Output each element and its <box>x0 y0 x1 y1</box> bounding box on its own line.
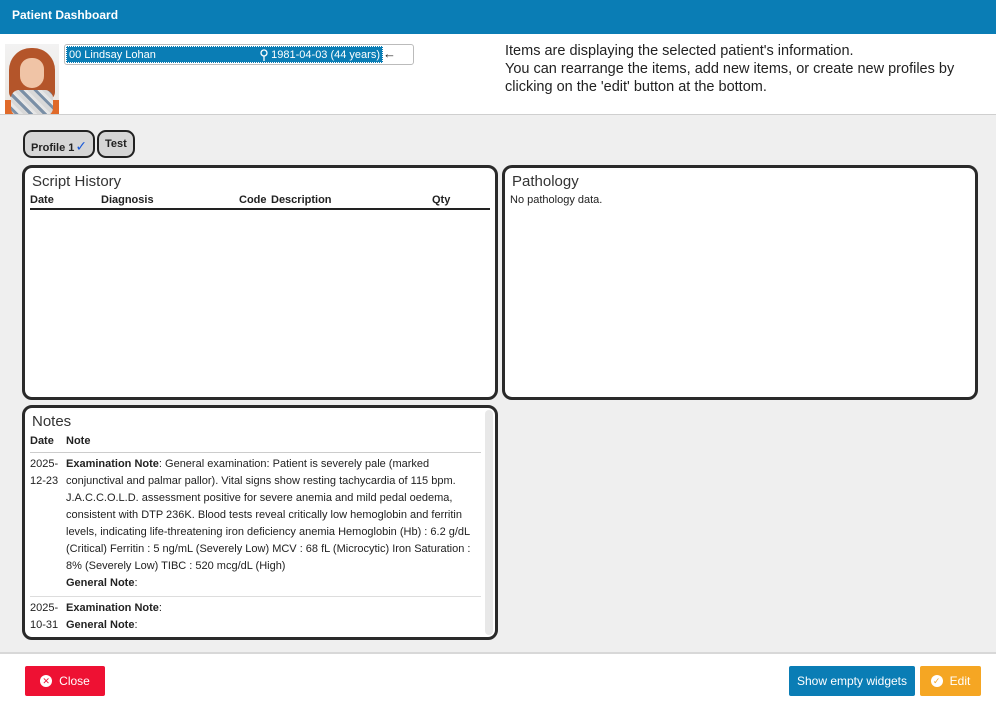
close-button[interactable] <box>25 666 105 696</box>
note-row[interactable] <box>30 453 481 597</box>
tab-profile-1-label: Profile 1 <box>31 142 75 154</box>
patient-selector[interactable] <box>64 44 414 65</box>
edit-button-label: Edit <box>949 674 971 688</box>
note-date: 2025-12-23 <box>30 458 59 487</box>
tab-test[interactable] <box>97 130 135 158</box>
note-general-label: General Note <box>66 577 135 589</box>
arrow-left-icon: ← <box>383 46 396 61</box>
app-title-bar <box>0 0 996 34</box>
app-title: Patient Dashboard <box>12 8 119 22</box>
note-exam-label: Examination Note <box>66 458 159 470</box>
info-line-2: You can rearrange the items, add new items, or create new profiles by clicking on the 'edit' button at the bottom. <box>505 61 955 95</box>
col-date: Date <box>30 194 54 206</box>
dashboard-info-text <box>505 42 985 96</box>
show-empty-widgets-label: Show empty widgets <box>796 674 908 688</box>
tab-profile-1[interactable] <box>23 130 95 158</box>
note-exam-label: Examination Note <box>66 602 159 614</box>
patient-name: 00 Lindsay Lohan <box>69 48 156 61</box>
script-history-title: Script History <box>32 173 122 190</box>
patient-header <box>0 34 996 114</box>
notes-scrollbar[interactable] <box>485 410 493 635</box>
check-circle-icon: ✓ <box>931 675 943 687</box>
col-note-date: Date <box>30 435 54 447</box>
info-line-1: Items are displaying the selected patient's information. <box>505 43 854 59</box>
script-history-widget[interactable] <box>22 165 498 400</box>
notes-title: Notes <box>32 413 72 430</box>
script-history-table <box>30 194 490 210</box>
patient-dob: 1981-04-03 (44 years) <box>271 48 380 61</box>
note-general-label: General Note <box>66 619 135 631</box>
note-date: 2025-10-31 <box>30 602 59 631</box>
show-empty-widgets-button[interactable] <box>789 666 915 696</box>
note-body <box>66 456 481 592</box>
pathology-empty-message: No pathology data. <box>510 194 603 206</box>
footer-bar <box>0 652 996 706</box>
edit-button[interactable] <box>920 666 981 696</box>
col-description: Description <box>271 194 332 206</box>
patient-selected-value[interactable] <box>66 46 383 63</box>
note-body <box>66 600 481 634</box>
tab-test-label: Test <box>105 138 127 150</box>
patient-avatar <box>5 44 59 114</box>
location-pin-icon <box>259 49 269 61</box>
col-diagnosis: Diagnosis <box>101 194 154 206</box>
note-general-text: : <box>134 619 138 631</box>
close-circle-icon: ✕ <box>40 675 52 687</box>
dashboard-area <box>0 114 996 652</box>
pathology-title: Pathology <box>512 173 579 190</box>
script-history-header <box>30 194 490 210</box>
note-general-text: : <box>134 577 138 589</box>
checkmark-icon: ✓ <box>75 138 88 154</box>
note-exam-text: : General examination: Patient is severely pale (marked conjunctival and palmar pallor). Vital signs show resting tachycardia of 115 bpm. J.A.C.C.O.L.D. assessment positive for severe anemia and mild pedal oedema, consistent with DTP 236K. Blood tests reveal critically low hemoglobin and ferritin levels, indicating life-threatening iron deficiency anemia Hemoglobin (Hb) : 6.2 g/dL (Critical) Ferritin : 5 ng/mL (Severely Low) MCV : 68 fL (Microcytic) Iron Saturation : 8% (Severely Low) TIBC : 520 mcg/dL (High) <box>66 458 471 572</box>
pathology-widget[interactable] <box>502 165 978 400</box>
note-exam-text: : <box>158 602 162 614</box>
col-code: Code <box>239 194 267 206</box>
notes-widget[interactable] <box>22 405 498 640</box>
close-button-label: Close <box>59 674 90 688</box>
note-row[interactable] <box>30 597 481 639</box>
col-qty: Qty <box>432 194 451 206</box>
notes-header <box>30 432 481 453</box>
notes-table <box>30 432 481 639</box>
col-note: Note <box>66 435 91 447</box>
